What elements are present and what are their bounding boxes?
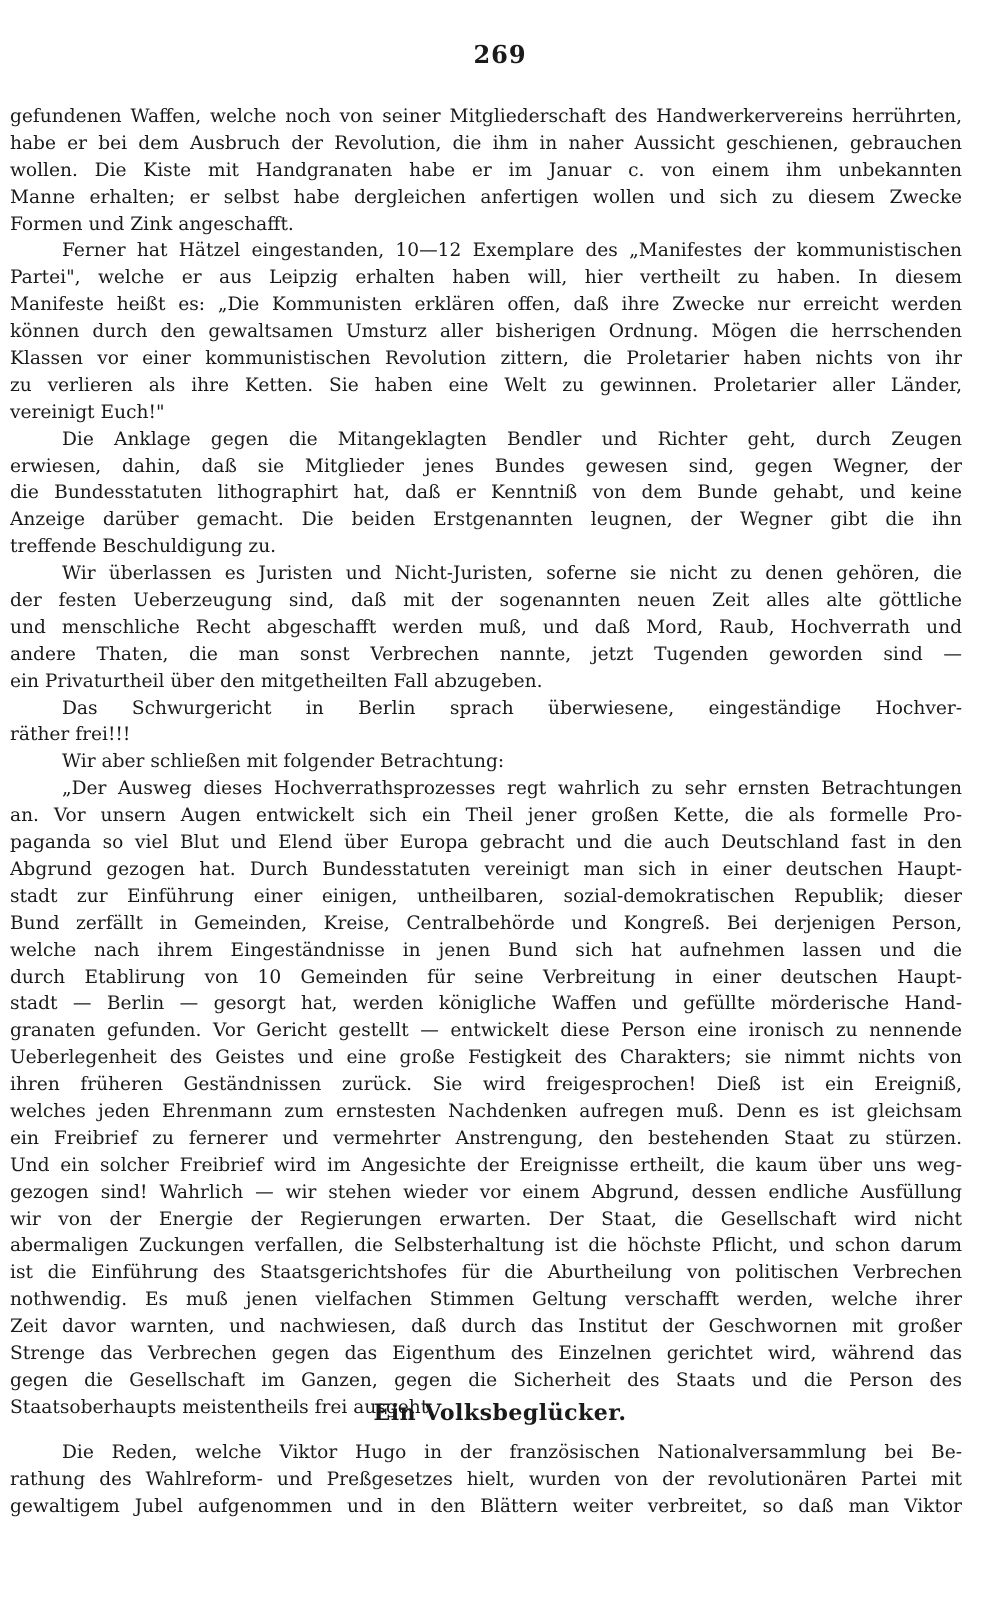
- text-line: ist die Einführung des Staatsgerichtshofes für die Aburtheilung von politischen Verbrechen: [10, 1262, 962, 1284]
- text-line: gefundenen Waffen, welche noch von seiner Mitgliederschaft des Handwerkervereins herrührten,: [10, 106, 962, 127]
- text-line: die Bundesstatuten lithographirt hat, daß er Kenntniß von dem Bunde gehabt, und keine: [10, 482, 962, 504]
- text-line: Formen und Zink angeschafft.: [10, 213, 294, 235]
- text-line: der festen Ueberzeugung sind, daß mit der sogenannten neuen Zeit alles alte göttliche: [10, 590, 962, 612]
- text-line: Staatsoberhaupts meistentheils frei ausgeht.: [10, 1396, 435, 1418]
- body-text: [10, 104, 962, 1422]
- text-line: stadt zur Einführung einer einigen, untheilbaren, sozial-demokratischen Republik; dieser: [10, 885, 962, 907]
- text-line: gegen die Gesellschaft im Ganzen, gegen die Sicherheit des Staats und die Person des: [10, 1369, 962, 1391]
- text-line: habe er bei dem Ausbruch der Revolution, die ihm in naher Aussicht geschienen, gebrauchen: [10, 132, 962, 154]
- text-line: und menschliche Recht abgeschafft werden muß, und daß Mord, Raub, Hochverrath und: [10, 616, 962, 638]
- text-line: Ueberlegenheit des Geistes und eine große Festigkeit des Charakters; sie nimmt nichts von: [10, 1047, 962, 1069]
- text-line: vereinigt Euch!": [10, 401, 165, 423]
- text-line: Manne erhalten; er selbst habe dergleichen anfertigen wollen und sich zu diesem Zwecke: [10, 186, 962, 208]
- text-line: Die Anklage gegen die Mitangeklagten Bendler und Richter geht, durch Zeugen: [62, 428, 962, 450]
- text-line: andere Thaten, die man sonst Verbrechen nannte, jetzt Tugenden geworden sind —: [10, 643, 962, 665]
- text-line: stadt — Berlin — gesorgt hat, werden königliche Waffen und gefüllte mörderische Hand-: [10, 993, 962, 1015]
- text-line: räther frei!!!: [10, 724, 131, 746]
- text-line: Das Schwurgericht in Berlin sprach überwiesene, eingeständige Hochver-: [62, 697, 962, 719]
- text-line: Partei", welche er aus Leipzig erhalten haben will, hier vertheilt zu haben. In diesem: [10, 267, 962, 289]
- section-text: [10, 1440, 962, 1521]
- text-line: Klassen vor einer kommunistischen Revolution zittern, die Proletarier haben nichts von ihr: [10, 348, 962, 370]
- text-line: welche nach ihrem Eingeständnisse in jenen Bund sich hat aufnehmen lassen und die: [10, 939, 962, 961]
- text-line: treffende Beschuldigung zu.: [10, 536, 277, 558]
- text-line: ihren früheren Geständnissen zurück. Sie wird freigesprochen! Dieß ist ein Ereigniß,: [10, 1074, 962, 1096]
- text-line: durch Etablirung von 10 Gemeinden für seine Verbreitung in einer deutschen Haupt-: [10, 966, 962, 988]
- text-line: nothwendig. Es muß jenen vielfachen Stimmen Geltung verschafft werden, welche ihrer: [10, 1289, 962, 1311]
- text-line: Und ein solcher Freibrief wird im Angesichte der Ereignisse ertheilt, die kaum über uns weg-: [10, 1154, 962, 1176]
- text-line: abermaligen Zuckungen verfallen, die Selbsterhaltung ist die höchste Pflicht, und schon darum: [10, 1235, 962, 1257]
- section-title: Ein Volksbeglücker.: [373, 1400, 627, 1426]
- text-line: Manifeste heißt es: „Die Kommunisten erklären offen, daß ihre Zwecke nur erreicht werden: [10, 294, 962, 316]
- text-line: Zeit davor warnten, und nachwiesen, daß durch das Institut der Geschwornen mit großer: [10, 1316, 962, 1338]
- text-line: granaten gefunden. Vor Gericht gestellt — entwickelt diese Person eine ironisch zu nennende: [10, 1020, 962, 1042]
- text-line: Strenge das Verbrechen gegen das Eigenthum des Einzelnen gerichtet wird, während das: [10, 1342, 962, 1364]
- text-line: „Der Ausweg dieses Hochverrathsprozesses regt wahrlich zu sehr ernsten Betrachtungen: [62, 778, 962, 800]
- text-line: ein Freibrief zu fernerer und vermehrter Anstrengung, den bestehenden Staat zu stürzen.: [10, 1127, 962, 1149]
- text-line: Wir aber schließen mit folgender Betrachtung:: [62, 751, 505, 773]
- text-line: Die Reden, welche Viktor Hugo in der französischen Nationalversammlung bei Be-: [62, 1442, 962, 1463]
- text-line: zu verlieren als ihre Ketten. Sie haben eine Welt zu gewinnen. Proletarier aller Länder,: [10, 374, 962, 396]
- text-line: gewaltigem Jubel aufgenommen und in den Blättern weiter verbreitet, so daß man Viktor: [10, 1495, 962, 1517]
- text-line: erwiesen, dahin, daß sie Mitglieder jenes Bundes gewesen sind, gegen Wegner, der: [10, 455, 962, 477]
- page-number: 269: [473, 40, 527, 69]
- text-line: welches jeden Ehrenmann zum ernstesten Nachdenken aufregen muß. Denn es ist gleichsam: [10, 1100, 962, 1122]
- text-line: wollen. Die Kiste mit Handgranaten habe er im Januar c. von einem ihm unbekannten: [10, 159, 962, 181]
- text-line: können durch den gewaltsamen Umsturz aller bisherigen Ordnung. Mögen die herrschenden: [10, 321, 962, 343]
- text-line: rathung des Wahlreform- und Preßgesetzes hielt, wurden von der revolutionären Partei mit: [10, 1468, 962, 1490]
- text-line: Bund zerfällt in Gemeinden, Kreise, Centralbehörde und Kongreß. Bei derjenigen Person,: [10, 912, 962, 934]
- text-line: Anzeige darüber gemacht. Die beiden Erstgenannten leugnen, der Wegner gibt die ihn: [10, 509, 962, 531]
- text-line: gezogen sind! Wahrlich — wir stehen wieder vor einem Abgrund, dessen endliche Ausfüllung: [10, 1181, 962, 1203]
- text-line: paganda so viel Blut und Elend über Europa gebracht und die auch Deutschland fast in den: [10, 832, 962, 854]
- text-line: an. Vor unsern Augen entwickelt sich ein Theil jener großen Kette, die als formelle Pro-: [10, 805, 962, 827]
- text-line: Wir überlassen es Juristen und Nicht-Juristen, soferne sie nicht zu denen gehören, die: [62, 563, 962, 585]
- text-line: wir von der Energie der Regierungen erwarten. Der Staat, die Gesellschaft wird nicht: [10, 1208, 962, 1230]
- text-line: Ferner hat Hätzel eingestanden, 10—12 Exemplare des „Manifestes der kommunistischen: [62, 240, 962, 262]
- text-line: Abgrund gezogen hat. Durch Bundesstatuten vereinigt man sich in einer deutschen Haupt-: [10, 858, 962, 880]
- text-line: ein Privaturtheil über den mitgetheilten Fall abzugeben.: [10, 670, 543, 692]
